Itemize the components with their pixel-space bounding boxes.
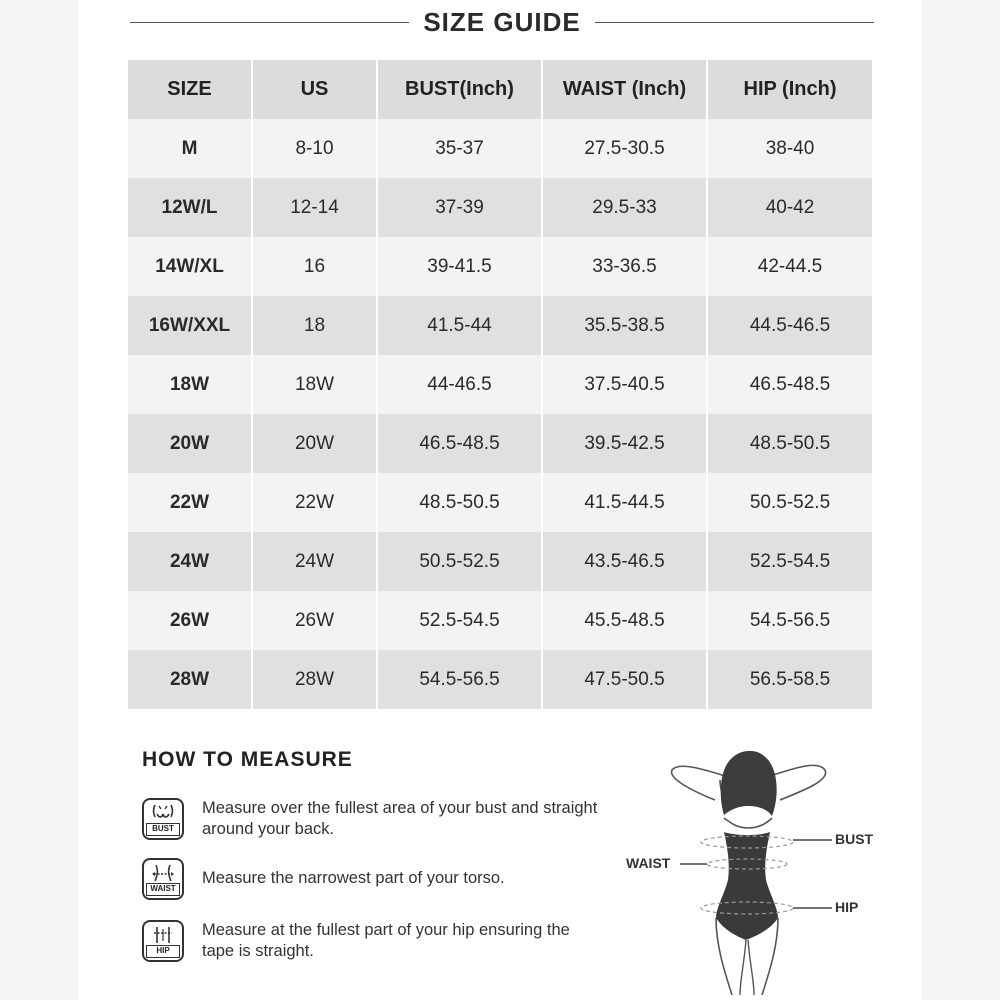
cell-bust: 48.5-50.5 (377, 473, 542, 532)
cell-bust: 41.5-44 (377, 296, 542, 355)
cell-bust: 54.5-56.5 (377, 650, 542, 709)
table-row (128, 650, 872, 709)
cell-size: 14W/XL (128, 237, 252, 296)
cell-waist: 41.5-44.5 (542, 473, 707, 532)
table-body (128, 119, 872, 709)
cell-waist: 37.5-40.5 (542, 355, 707, 414)
table-row (128, 532, 872, 591)
bust-icon (142, 798, 184, 840)
cell-us: 24W (252, 532, 377, 591)
measure-item-bust (142, 798, 602, 840)
cell-waist: 39.5-42.5 (542, 414, 707, 473)
table-row (128, 473, 872, 532)
cell-size: 24W (128, 532, 252, 591)
cell-bust: 50.5-52.5 (377, 532, 542, 591)
cell-bust: 44-46.5 (377, 355, 542, 414)
table-row (128, 296, 872, 355)
header-bust: BUST(Inch) (377, 60, 542, 119)
figure-label-waist: WAIST (626, 855, 671, 871)
waist-icon (142, 858, 184, 900)
cell-waist: 35.5-38.5 (542, 296, 707, 355)
header-us: US (252, 60, 377, 119)
measure-text-waist: Measure the narrowest part of your torso. (202, 869, 505, 887)
cell-bust: 37-39 (377, 178, 542, 237)
table-row (128, 178, 872, 237)
cell-bust: 35-37 (377, 119, 542, 178)
cell-us: 12-14 (252, 178, 377, 237)
waist-icon-label: WAIST (146, 883, 180, 896)
title-rule-right (595, 22, 874, 23)
table-row (128, 355, 872, 414)
cell-bust: 39-41.5 (377, 237, 542, 296)
cell-size: 26W (128, 591, 252, 650)
cell-waist: 45.5-48.5 (542, 591, 707, 650)
how-to-measure-title: HOW TO MEASURE (142, 748, 353, 771)
cell-hip: 56.5-58.5 (707, 650, 872, 709)
cell-waist: 47.5-50.5 (542, 650, 707, 709)
measure-text-bust: Measure over the fullest area of your bust and straight around your back. (202, 799, 598, 838)
cell-hip: 38-40 (707, 119, 872, 178)
cell-us: 28W (252, 650, 377, 709)
cell-us: 8-10 (252, 119, 377, 178)
header-hip: HIP (Inch) (707, 60, 872, 119)
title-row (130, 0, 874, 44)
body-figure (620, 740, 890, 995)
figure-label-bust: BUST (835, 831, 874, 847)
cell-hip: 50.5-52.5 (707, 473, 872, 532)
cell-us: 20W (252, 414, 377, 473)
cell-size: 28W (128, 650, 252, 709)
header-size: SIZE (128, 60, 252, 119)
cell-bust: 52.5-54.5 (377, 591, 542, 650)
header-waist: WAIST (Inch) (542, 60, 707, 119)
cell-size: 16W/XXL (128, 296, 252, 355)
cell-us: 18 (252, 296, 377, 355)
cell-bust: 46.5-48.5 (377, 414, 542, 473)
table-row (128, 414, 872, 473)
cell-waist: 29.5-33 (542, 178, 707, 237)
measure-item-waist (142, 858, 602, 900)
measure-text-hip: Measure at the fullest part of your hip ensuring the tape is straight. (202, 921, 570, 960)
cell-size: M (128, 119, 252, 178)
cell-waist: 27.5-30.5 (542, 119, 707, 178)
size-table (128, 60, 872, 709)
page-title: SIZE GUIDE (423, 6, 581, 37)
figure-label-hip: HIP (835, 899, 859, 915)
cell-hip: 54.5-56.5 (707, 591, 872, 650)
cell-waist: 33-36.5 (542, 237, 707, 296)
table-row (128, 119, 872, 178)
table-row (128, 591, 872, 650)
cell-hip: 42-44.5 (707, 237, 872, 296)
measure-item-hip (142, 920, 602, 962)
cell-hip: 46.5-48.5 (707, 355, 872, 414)
cell-hip: 40-42 (707, 178, 872, 237)
cell-us: 18W (252, 355, 377, 414)
hip-icon-label: HIP (146, 945, 180, 958)
hip-icon (142, 920, 184, 962)
cell-hip: 52.5-54.5 (707, 532, 872, 591)
cell-size: 22W (128, 473, 252, 532)
cell-size: 20W (128, 414, 252, 473)
cell-us: 26W (252, 591, 377, 650)
cell-hip: 44.5-46.5 (707, 296, 872, 355)
title-rule-left (130, 22, 409, 23)
table-row (128, 237, 872, 296)
cell-size: 18W (128, 355, 252, 414)
cell-us: 16 (252, 237, 377, 296)
table-header-row (128, 60, 872, 119)
cell-hip: 48.5-50.5 (707, 414, 872, 473)
cell-waist: 43.5-46.5 (542, 532, 707, 591)
cell-us: 22W (252, 473, 377, 532)
bust-icon-label: BUST (146, 823, 180, 836)
cell-size: 12W/L (128, 178, 252, 237)
